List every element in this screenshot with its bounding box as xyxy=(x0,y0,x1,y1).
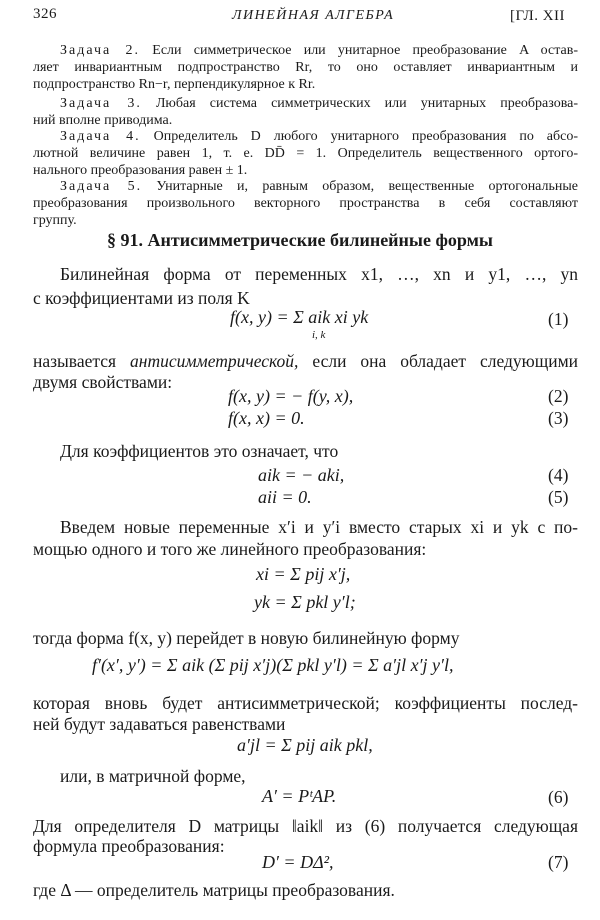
delta-definition-text: где Δ — определитель матрицы преобразования. xyxy=(33,880,395,900)
definition-text-c: если она обладает следующими xyxy=(312,351,579,371)
then-text: тогда форма f(x, y) перейдет в новую билинейную форму xyxy=(33,628,460,648)
equation-5-number: (5) xyxy=(548,487,569,507)
problem-2-line-3: подпространство Rn−r, перпендикулярное к Rr. xyxy=(33,77,316,92)
equation-3-number: (3) xyxy=(548,408,569,428)
equation-2-number: (2) xyxy=(548,386,569,406)
equation-5: aii = 0. xyxy=(258,487,312,507)
definition-line-2: двумя свойствами: xyxy=(33,372,173,392)
definition-text-a: называется xyxy=(33,351,117,371)
definition-line-1 xyxy=(33,351,578,372)
problem-2-line-2: ляет инвариантным подпространство Rr, то оно оставляет инвариантным и xyxy=(33,60,578,75)
which-line-2: ней будут задаваться равенствами xyxy=(33,714,286,734)
problem-5-line-1: Унитарные и, равным образом, вещественные ортогональные xyxy=(156,179,579,194)
problem-3-label: Задача 3. xyxy=(60,96,142,111)
coefficients-text: Для коэффициентов это означает, что xyxy=(60,441,339,461)
equation-3: f(x, x) = 0. xyxy=(228,408,305,428)
problem-4-line-3: нального преобразования равен ± 1. xyxy=(33,163,248,178)
problem-4-line-1: Определитель D любого унитарного преобразования по абсо- xyxy=(153,129,578,144)
which-line-1 xyxy=(33,693,578,714)
determinant-text-1: Для определителя D матрицы ‖aik‖ из (6) получается следующая xyxy=(33,816,578,836)
equation-7-number: (7) xyxy=(548,852,569,872)
equation-1: f(x, y) = Σ aik xi yk xyxy=(230,307,369,327)
intro-text-1: Билинейная форма от переменных x1, …, xn и y1, …, yn xyxy=(60,264,578,284)
problem-4 xyxy=(33,128,578,179)
determinant-line-2: формула преобразования: xyxy=(33,836,225,856)
equation-2: f(x, y) = − f(y, x), xyxy=(228,386,354,406)
equation-6: A′ = PᵗAP. xyxy=(262,786,337,806)
equation-4-number: (4) xyxy=(548,465,569,485)
problem-5-label: Задача 5. xyxy=(60,179,143,194)
transform-y: yk = Σ pkl y′l; xyxy=(254,592,356,612)
transform-x: xi = Σ pij x′j, xyxy=(256,564,351,584)
problem-3-line-1: Любая система симметрических или унитарных преобразова- xyxy=(155,96,579,111)
new-coefficients: a′jl = Σ pij aik pkl, xyxy=(237,735,373,755)
problem-3-line-2: ний вполне приводима. xyxy=(33,113,173,128)
problem-4-line-2: лютной величине равен 1, т. е. DD̄ = 1. Определитель вещественного ортого- xyxy=(33,146,578,161)
equation-6-number: (6) xyxy=(548,787,569,807)
definition-term: антисимметрической, xyxy=(130,351,299,371)
equation-4: aik = − aki, xyxy=(258,465,345,485)
problem-5-line-3: группу. xyxy=(33,213,77,228)
newvars-text-1: Введем новые переменные x′i и y′i вместо старых xi и yk с по- xyxy=(60,517,578,537)
problem-3 xyxy=(33,95,578,129)
determinant-line-1 xyxy=(33,816,578,837)
intro-line-2: с коэффициентами из поля K xyxy=(33,288,250,308)
problem-4-label: Задача 4. xyxy=(60,129,141,144)
matrix-form-text: или, в матричной форме, xyxy=(60,766,246,786)
chapter-ref: [ГЛ. XII xyxy=(510,8,566,24)
which-text-1: которая вновь будет антисимметрической; коэффициенты послед- xyxy=(33,693,578,713)
running-title: ЛИНЕЙНАЯ АЛГЕБРА xyxy=(232,8,395,23)
problem-2-label: Задача 2. xyxy=(60,43,141,58)
equation-1-number: (1) xyxy=(548,309,569,329)
equation-1-subscript: i, k xyxy=(312,329,326,341)
problem-5 xyxy=(33,178,578,229)
newvars-line-2: мощью одного и того же линейного преобразования: xyxy=(33,539,427,559)
intro-line-1 xyxy=(60,264,578,285)
new-form-equation: f′(x′, y′) = Σ aik (Σ pij x′j)(Σ pkl y′l) = Σ a′jl x′j y′l, xyxy=(92,655,454,675)
section-title: § 91. Антисимметрические билинейные формы xyxy=(107,230,493,250)
page-number: 326 xyxy=(33,6,57,22)
equation-7: D′ = DΔ², xyxy=(262,852,334,872)
newvars-line-1 xyxy=(60,517,578,538)
problem-5-line-2: преобразования произвольного векторного пространства в себя составляют xyxy=(33,196,578,211)
problem-2-line-1: Если симметрическое или унитарное преобразование A остав- xyxy=(152,43,579,58)
problem-2 xyxy=(33,42,578,93)
